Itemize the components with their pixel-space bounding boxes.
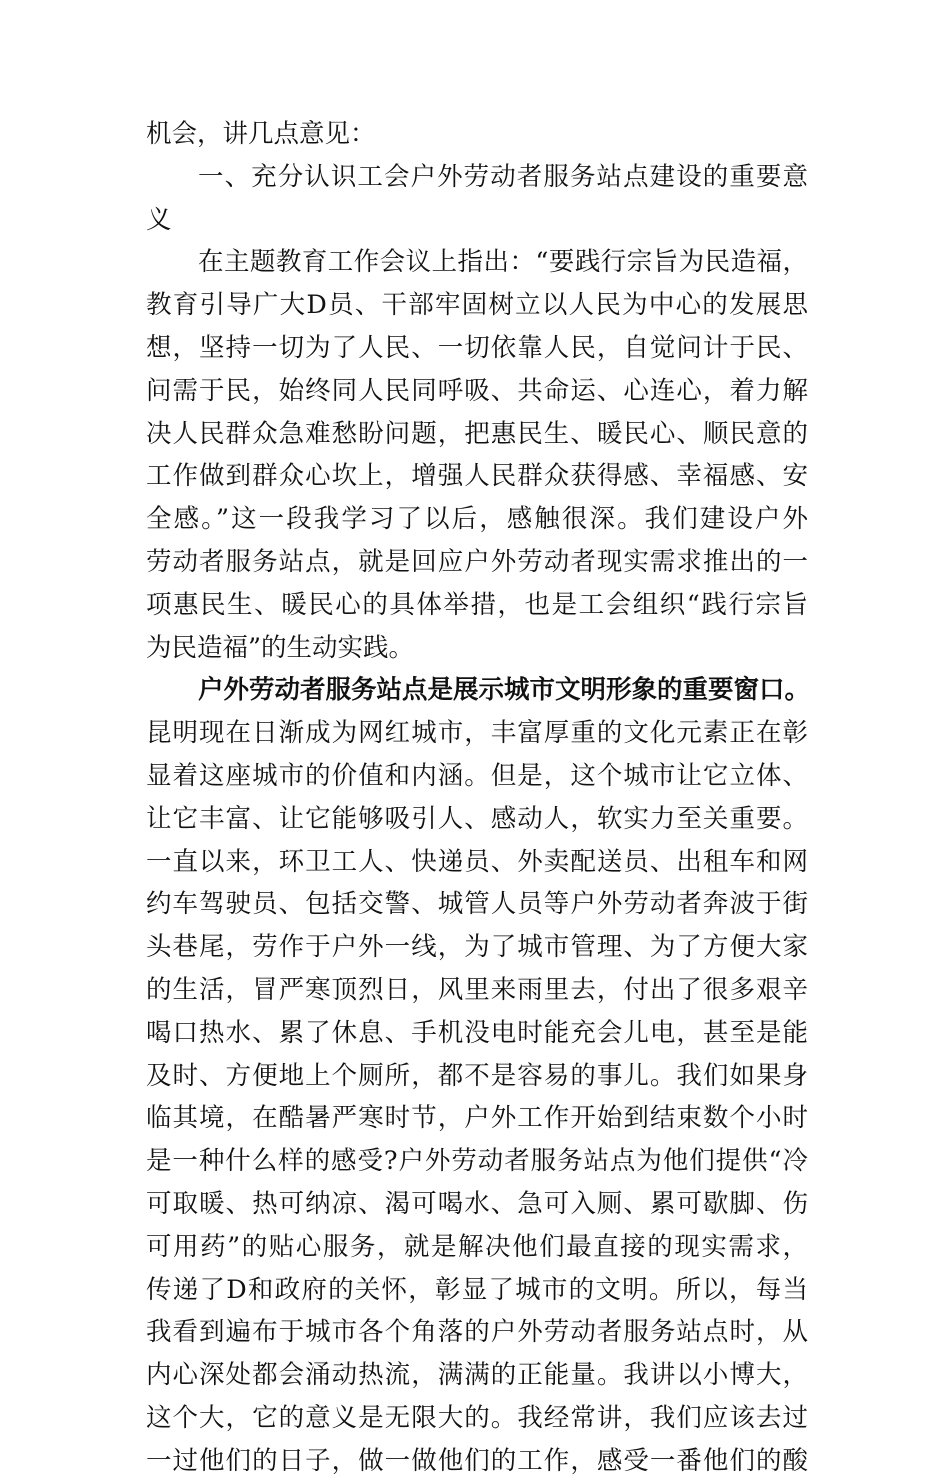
section-heading-line: 义 (146, 204, 172, 235)
paragraph-line: 为民造福”的生动实践。 (146, 632, 415, 663)
paragraph-line: 可用药”的贴心服务，就是解决他们最直接的现实需求， (146, 1231, 808, 1262)
paragraph-line: 可取暖、热可纳凉、渴可喝水、急可入厕、累可歇脚、伤 (146, 1188, 808, 1219)
paragraph-line: 一直以来，环卫工人、快递员、外卖配送员、出租车和网 (146, 846, 808, 877)
paragraph-line: 临其境，在酷暑严寒时节，户外工作开始到结束数个小时 (146, 1103, 808, 1134)
paragraph-line: 全感。”这一段我学习了以后，感触很深。我们建设户外 (146, 504, 808, 535)
paragraph-line: 在主题教育工作会议上指出：“要践行宗旨为民造福， (198, 247, 808, 278)
paragraph-line: 昆明现在日渐成为网红城市，丰富厚重的文化元素正在彰 (146, 718, 808, 749)
section-heading-line: 一、充分认识工会户外劳动者服务站点建设的重要意 (198, 161, 808, 192)
paragraph-line: 喝口热水、累了休息、手机没电时能充会儿电，甚至是能 (146, 1017, 808, 1048)
paragraph-line: 决人民群众急难愁盼问题，把惠民生、暖民心、顺民意的 (146, 418, 808, 449)
body-text (146, 113, 811, 1483)
paragraph-line: 约车驾驶员、包括交警、城管人员等户外劳动者奔波于街 (146, 889, 808, 920)
paragraph-line: 想，坚持一切为了人民、一切依靠人民，自觉问计于民、 (146, 332, 808, 363)
paragraph-line: 教育引导广大D员、干部牢固树立以人民为中心的发展思 (146, 290, 808, 321)
paragraph-line: 我看到遍布于城市各个角落的户外劳动者服务站点时，从 (146, 1317, 808, 1348)
paragraph-line: 内心深处都会涌动热流，满满的正能量。我讲以小博大， (146, 1360, 808, 1391)
paragraph-line: 显着这座城市的价值和内涵。但是，这个城市让它立体、 (146, 760, 808, 791)
paragraph-line: 这个大，它的意义是无限大的。我经常讲，我们应该去过 (146, 1402, 808, 1433)
paragraph-line: 传递了D和政府的关怀，彰显了城市的文明。所以，每当 (146, 1274, 808, 1305)
paragraph-line: 头巷尾，劳作于户外一线，为了城市管理、为了方便大家 (146, 932, 808, 963)
paragraph-line: 让它丰富、让它能够吸引人、感动人，软实力至关重要。 (146, 803, 808, 834)
paragraph-line: 是一种什么样的感受?户外劳动者服务站点为他们提供“冷 (146, 1146, 808, 1177)
paragraph-line: 劳动者服务站点，就是回应户外劳动者现实需求推出的一 (146, 546, 808, 577)
paragraph-line: 问需于民，始终同人民同呼吸、共命运、心连心，着力解 (146, 375, 808, 406)
paragraph-line: 的生活，冒严寒顶烈日，风里来雨里去，付出了很多艰辛 (146, 974, 808, 1005)
paragraph-line: 项惠民生、暖民心的具体举措，也是工会组织“践行宗旨 (146, 589, 808, 620)
paragraph-line: 工作做到群众心坎上，增强人民群众获得感、幸福感、安 (146, 461, 808, 492)
intro-line: 机会，讲几点意见： (146, 119, 376, 149)
paragraph-line: 及时、方便地上个厕所，都不是容易的事儿。我们如果身 (146, 1060, 808, 1091)
bold-subheading: 户外劳动者服务站点是展示城市文明形象的重要窗口。 (198, 675, 811, 706)
paragraph-line: 一过他们的日子，做一做他们的工作，感受一番他们的酸 (146, 1445, 808, 1476)
